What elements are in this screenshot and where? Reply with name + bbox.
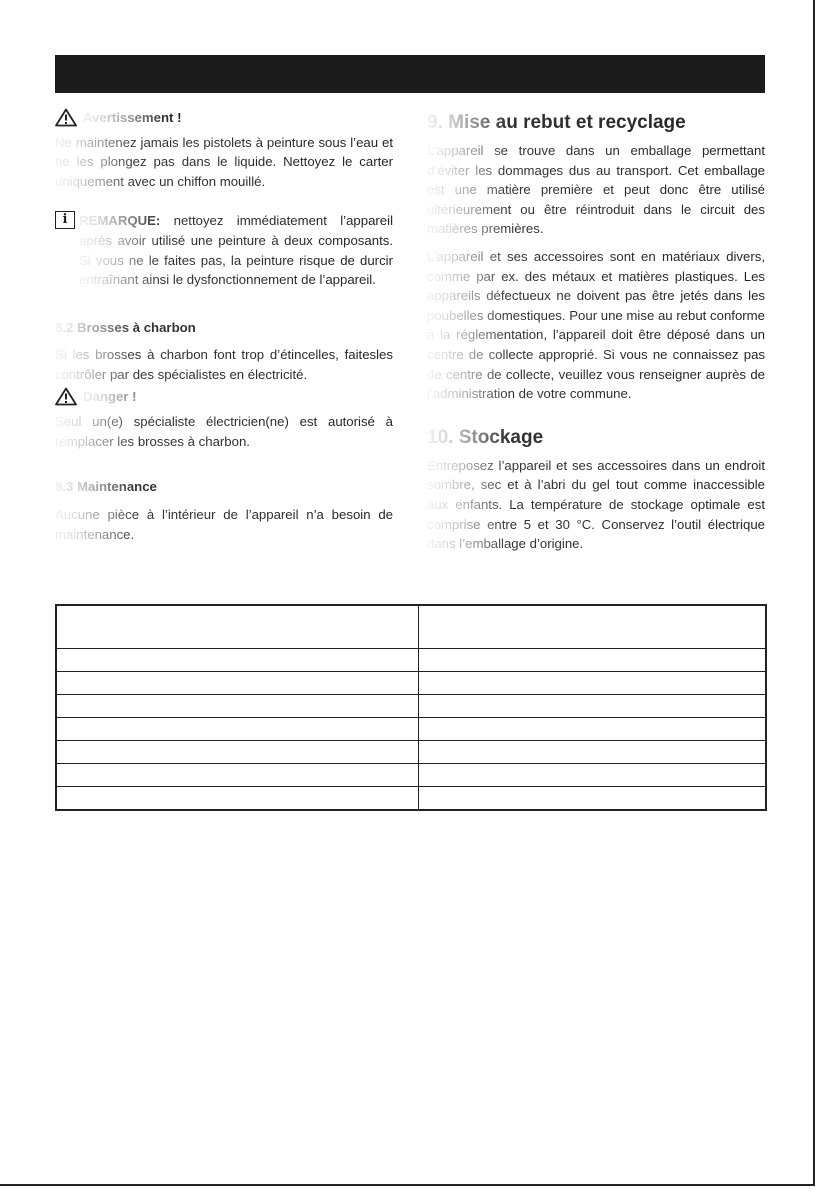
- disposal-text-2: L’appareil et ses accessoires sont en matériaux divers, comme par ex. des métaux et matières plastiques. Les appareils défectueux ne doivent pas être jetés dans les poubelles domestiques. Pour une mise au rebut conforme à la réglementation, l’appareil doit être déposé dans un centre de collecte approprié. Si vous ne connaissez pas de centre de collecte, veuillez vous renseigner auprès de l’administration de votre commune.: [427, 247, 765, 404]
- table-cell: [418, 741, 766, 764]
- table-cell: [56, 741, 418, 764]
- note-block: [55, 211, 393, 289]
- maintenance-title: 8.3 Maintenance: [55, 477, 393, 497]
- table-row: [56, 649, 766, 672]
- table-row: [56, 787, 766, 811]
- warning-text: Ne maintenez jamais les pistolets à peinture sous l’eau et ne les plongez pas dans le liquide. Nettoyez le carter uniquement avec un chiffon mouillé.: [55, 133, 393, 192]
- table-row: [56, 695, 766, 718]
- danger-text: Seul un(e) spécialiste électricien(ne) est autorisé à remplacer les brosses à charbon.: [55, 412, 393, 451]
- info-icon: i: [55, 211, 75, 229]
- table-cell: [56, 672, 418, 695]
- table-cell: [418, 695, 766, 718]
- warning-heading: [55, 108, 393, 128]
- table-row: [56, 764, 766, 787]
- empty-table: [55, 604, 767, 811]
- table-row: [56, 672, 766, 695]
- danger-heading: [55, 387, 393, 407]
- warning-title: Avertissement !: [83, 108, 181, 128]
- note-paragraph: [79, 211, 393, 289]
- danger-triangle-icon: [55, 387, 77, 406]
- maintenance-text: Aucune pièce à l’intérieur de l’appareil n’a besoin de maintenance.: [55, 505, 393, 544]
- table-cell: [418, 649, 766, 672]
- table-cell: [418, 672, 766, 695]
- table-row: [56, 718, 766, 741]
- right-column: [427, 108, 765, 554]
- note-text: nettoyez immédiatement l’appareil après avoir utilisé une peinture à deux composants. Si vous ne le faites pas, la peinture risque de durcir entraînant ainsi le dysfonctionnement de l’appareil.: [79, 213, 393, 288]
- table-cell: [56, 787, 418, 811]
- table-row: [56, 741, 766, 764]
- table-cell: [418, 787, 766, 811]
- storage-title: 10. Stockage: [427, 426, 765, 450]
- brushes-title: 8.2 Brosses à charbon: [55, 318, 393, 338]
- header-bar: [55, 55, 765, 93]
- table-cell: [418, 718, 766, 741]
- disposal-title: 9. Mise au rebut et recyclage: [427, 111, 765, 135]
- table-cell: [418, 764, 766, 787]
- disposal-text-1: L’appareil se trouve dans un emballage permettant d’éviter les dommages dus au transport. Cet emballage est une matière première et peut donc être utilisé ultérieurement ou être réintroduit dans le circuit des matières premières.: [427, 141, 765, 239]
- warning-triangle-icon: [55, 108, 77, 127]
- table-cell: [56, 718, 418, 741]
- table-cell: [56, 764, 418, 787]
- storage-text: Entreposez l’appareil et ses accessoires dans un endroit sombre, sec et à l’abri du gel tout comme inaccessible aux enfants. La température de stockage optimale est comprise entre 5 et 30 °C. Conservez l’outil électrique dans l’emballage d’origine.: [427, 456, 765, 554]
- brushes-text: Si les brosses à charbon font trop d’étincelles, faitesles contrôler par des spécialistes en électricité.: [55, 345, 393, 384]
- table-cell: [56, 695, 418, 718]
- table-cell: [418, 605, 766, 649]
- danger-title: Danger !: [83, 387, 137, 407]
- note-label: REMARQUE:: [79, 213, 161, 229]
- left-column: [55, 108, 393, 544]
- table-cell: [56, 605, 418, 649]
- table-header-row: [56, 605, 766, 649]
- table-cell: [56, 649, 418, 672]
